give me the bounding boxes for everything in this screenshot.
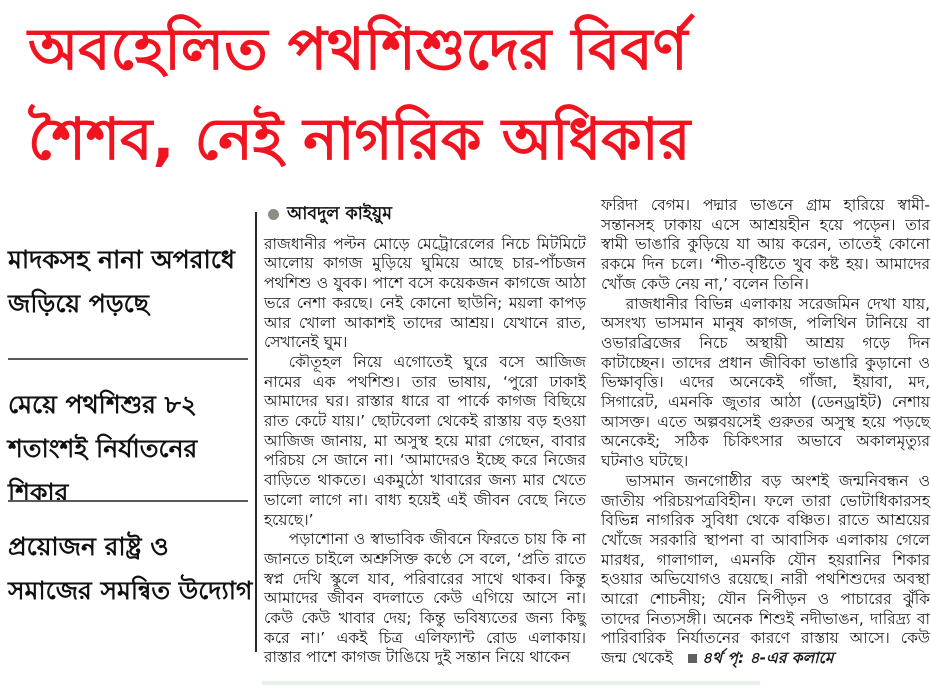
sidebar-subhead-initiative: প্রয়োজন রাষ্ট্র ও সমাজের সমন্বিত উদ্যোগ <box>8 532 253 605</box>
article-paragraph: কৌতূহল নিয়ে এগোতেই ঘুরে বসে আজিজ নামের এক পথশিশু। তার ভাষায়, ‘পুরো ঢাকাই আমাদের ঘর। রাস্তার ধারে বা পার্কে কাগজ বিছিয়ে রাত কেটে যায়।’ ছোটবেলা থেকেই রাস্তায় বড় হওয়া আজিজ জানায়, মা অসুস্থ হয়ে মারা গেছেন, বাবার পরিচয় সে জানে না। ‘আমাদেরও ইচ্ছে করে নিজের বাড়িতে থাকতে। একমুঠো খাবারের জন্য মার খেতে ভালো লাগে না। বাধ্য হয়েই এই জীবন বেছে নিতে হয়েছে।’ <box>264 352 586 529</box>
article-paragraph-text: ভাসমান জনগোষ্ঠীর বড় অংশই জন্মনিবন্ধন ও জাতীয় পরিচয়পত্রবিহীন। ফলে তারা ভোটাধিকারসহ বিভিন্ন নাগরিক সুবিধা থেকে বঞ্চিত। রাতে আশ্রয়ের খোঁজে সরকারি স্থাপনা বা আবাসিক এলাকায় গেলে মারধর, গালাগাল, এমনকি যৌন হয়রানির শিকার হওয়ার অভিযোগও রয়েছে। নারী পথশিশুদের অবস্থা আরো শোচনীয়; যৌন নিপীড়ন ও পাচারের ঝুঁকি তাদের নিত্যসঙ্গী। অনেক শিশুই নদীভাঙন, দারিদ্র্য বা পারিবারিক নির্যাতনের কারণে রাস্তায় আসে। কেউ জন্ম থেকেই <box>601 471 930 668</box>
cropped-next-element <box>262 681 760 685</box>
article-paragraph: রাজধানীর বিভিন্ন এলাকায় সরেজমিন দেখা যায়, অসংখ্য ভাসমান মানুষ কাগজ, পলিথিন টানিয়ে বা ওভারব্রিজের নিচে অস্থায়ী আশ্রয় গড়ে দিন কাটাচ্ছেন। তাদের প্রধান জীবিকা ভাঙারি কুড়ানো ও ভিক্ষাবৃত্তি। এদের অনেকেই গাঁজা, ইয়াবা, মদ, সিগারেট, এমনকি জুতার আঠা (ডেনড্রাইট) নেশায় আসক্ত। এতে অল্পবয়সেই গুরুতর অসুস্থ হয়ে পড়ছে অনেকেই; সঠিক চিকিৎসার অভাবে অকালমৃত্যুর ঘটনাও ঘটছে। <box>601 294 930 471</box>
article-paragraph: রাজধানীর পল্টন মোড়ে মেট্রোরেলের নিচে মিটমিটে আলোয় কাগজ মুড়িয়ে ঘুমিয়ে আছে চার-পাঁচজন পথশিশু ও যুবক। পাশে বসে কয়েকজন কাগজে আঠা ভরে নেশা করছে। নেই কোনো ছাউনি; ময়লা কাপড় আর খোলা আকাশই তাদের আশ্রয়। যেখানে রাত, সেখানেই ঘুম। <box>264 234 586 352</box>
jump-square-icon <box>688 654 697 663</box>
article-paragraph: পড়াশোনা ও স্বাভাবিক জীবনে ফিরতে চায় কি না জানতে চাইলে অশ্রুসিক্ত কণ্ঠে সে বলে, ‘প্রতি রাতে স্বপ্ন দেখি স্কুলে যাব, পরিবারের সাথে থাকব। কিন্তু আমাদের জীবন বদলাতে কেউ এগিয়ে আসে না। কেউ কেউ খাবার দেয়; কিন্তু ভবিষ্যতের জন্য কিছু করে না।’ একই চিত্র এলিফ্যান্ট রোড এলাকায়। রাস্তার পাশে কাগজ টাঙিয়ে দুই সন্তান নিয়ে থাকেন <box>264 530 586 667</box>
jump-note-text: ৪র্থ পৃ: ৪-এর কলামে <box>701 649 834 668</box>
article-paragraph <box>601 472 930 669</box>
sidebar-divider <box>8 500 248 502</box>
byline <box>268 205 586 225</box>
article-column-2 <box>601 196 930 669</box>
sidebar-divider <box>8 358 248 360</box>
headline-line-2: শৈশব, নেই নাগরিক অধিকার <box>28 105 691 173</box>
headline <box>28 4 914 184</box>
jump-note <box>688 649 834 667</box>
sidebar-subhead-drugs: মাদকসহ নানা অপরাধে জড়িয়ে পড়ছে <box>8 245 235 318</box>
sidebar-subhead-abuse-statistic: মেয়ে পথশিশুর ৮২ শতাংশই নির্যাতনের শিকার <box>8 390 198 507</box>
headline-line-1: অবহেলিত পথশিশুদের বিবর্ণ <box>28 15 688 83</box>
article-paragraph: ফরিদা বেগম। পদ্মার ভাঙনে গ্রাম হারিয়ে স্বামী-সন্তানসহ ঢাকায় এসে আশ্রয়হীন হয়ে পড়েন। তার স্বামী ভাঙারি কুড়িয়ে যা আয় করেন, তাতেই কোনো রকমে দিন চলে। ‘শীত-বৃষ্টিতে খুব কষ্ট হয়। আমাদের খোঁজ কেউ নেয় না,’ বলেন তিনি। <box>601 196 930 293</box>
byline-bullet-icon <box>268 209 279 220</box>
column-divider-rule <box>255 212 257 652</box>
byline-author: আবদুল কাইয়ুম <box>287 204 392 224</box>
article-column-1 <box>264 203 586 668</box>
